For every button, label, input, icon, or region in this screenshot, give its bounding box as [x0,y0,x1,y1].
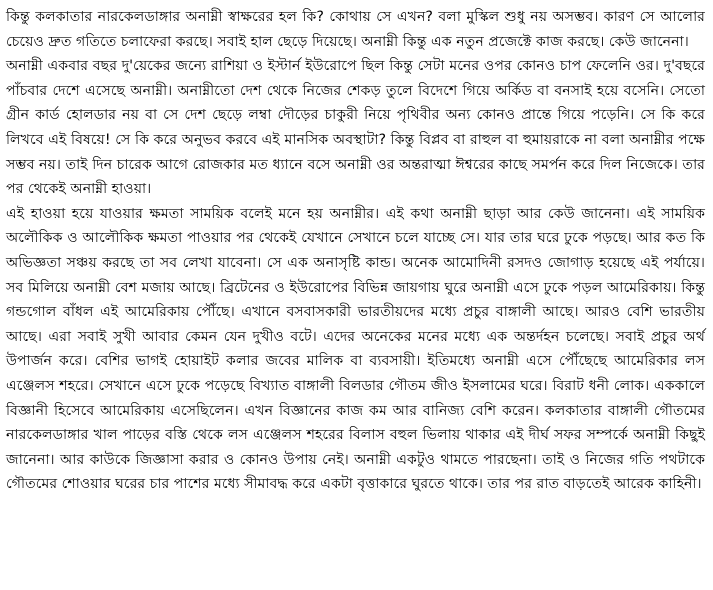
paragraph-1: কিন্তু কলকাতার নারকেলডাঙ্গার অনাম্নী স্বাক্ষরের হল কি? কোথায় সে এখন? বলা মুস্কিল শুধু নয় অসম্ভব। কারণ সে আলোর চেয়েও দ্রুত গতিতে চলাফেরা করছে। সবাই হাল ছেড়ে দিয়েছে। অনাম্নী কিন্তু এক নতুন প্রজেক্টে কাজ করছে। কেউ জানেনা। [6,9,705,50]
paragraph-2: অনাম্নী একবার বছর দু'য়েকের জন্যে রাশিয়া ও ইস্টার্ন ইউরোপে ছিল কিন্তু সেটা মনের ওপর কোনও চাপ ফেলেনি ওর। দু'বছরে পাঁচবার দেশে এসেছে অনাম্নী। অনাম্নীতো দেশ থেকে নিজের শেকড় তুলে বিদেশে গিয়ে অর্কিড বা বনসাই হয়ে বসেনি। সেতো গ্রীন কার্ড হোলডার নয় বা সে দেশ ছেড়ে লম্বা দৌড়ের চাকুরী নিয়ে পৃথিবীর অন্য কোনও প্রান্তে গিয়ে পড়েনি। সে কি করে লিখবে এই বিষয়ে! সে কি করে অনুভব করবে এই মানসিক অবস্থাটা? কিন্তু বিপ্লব বা রাহুল বা হুমায়রাকে না বলা অনাম্নীর পক্ষে সম্ভব নয়। তাই দিন চারেক আগে রোজকার মত ধ্যানে বসে অনাম্নী ওর অন্তরাত্মা ঈশ্বরের কাছে সমর্পন করে দিল নিজেকে। তার পর থেকেই অনাম্নী হাওয়া। [6,58,705,198]
paragraph-3: এই হাওয়া হয়ে যাওয়ার ক্ষমতা সাময়িক বলেই মনে হয় অনাম্নীর। এই কথা অনাম্নী ছাড়া আর কেউ জানেনা। এই সাময়িক অলৌকিক ও আলৌকিক ক্ষমতা পাওয়ার পর থেকেই যেখানে সেখানে চলে যাচ্ছে সে। যার তার ঘরে ঢুকে পড়ছে। আর কত কি অভিজ্ঞতা সঞ্চয় করছে তা সব লেখা যাবেনা। সে এক অনাসৃষ্টি কান্ড। অনেক আমোদিনী রসদও জোগাড় হয়েছে এই পর্যায়ে। সব মিলিয়ে অনাম্নী বেশ মজায় আছে। ব্রিটেনের ও ইউরোপের বিভিন্ন জায়গায় ঘুরে অনাম্নী এসে ঢুকে পড়ল আমেরিকায়। কিন্তু গন্ডগোল বাঁধল এই আমেরিকায় পৌঁছে। এখানে বসবাসকারী ভারতীয়দের মধ্যে প্রচুর বাঙ্গালী আছে। আরও বেশি ভারতীয় আছে। এরা সবাই সুখী আবার কেমন যেন দুখীও বটে। এদের অনেকের মনের মধ্যে এক অন্তর্দহন চলেছে। সবাই প্রচুর অর্থ উপার্জন করে। বেশির ভাগই হোয়াইট কলার জবের মালিক বা ব্যবসায়ী। ইতিমধ্যে অনাম্নী এসে পৌঁছেছে আমেরিকার লস এঞ্জেলস শহরে। সেখানে এসে ঢুকে পড়েছে বিখ্যাত বাঙ্গালী বিলডার গৌতম জীও ইসলামের ঘরে। বিরাট ধনী লোক। এককালে বিজ্ঞানী হিসেবে আমেরিকায় এসেছিলেন। এখন বিজ্ঞানের কাজ কম আর বানিজ্য বেশি করেন। কলকাতার বাঙ্গালী গৌতমের নারকেলডাঙ্গার খাল পাড়ের বস্তি থেকে লস এঞ্জেলস শহরের বিলাস বহুল ভিলায় থাকার এই দীর্ঘ সফর সম্পর্কে অনাম্নী কিছুই জানেনা। আর কাউকে জিজ্ঞাসা করার ও কোনও উপায় নেই। অনাম্নী একটুও থামতে পারছেনা। তাই ও নিজের গতি পথটাকে গৌতমের শোওয়ার ঘরের চার পাশের মধ্যে সীমাবদ্ধ করে একটা বৃত্তাকারে ঘুরতে থাকে। তার পর রাত বাড়তেই আরেক কাহিনী। [6,205,705,493]
